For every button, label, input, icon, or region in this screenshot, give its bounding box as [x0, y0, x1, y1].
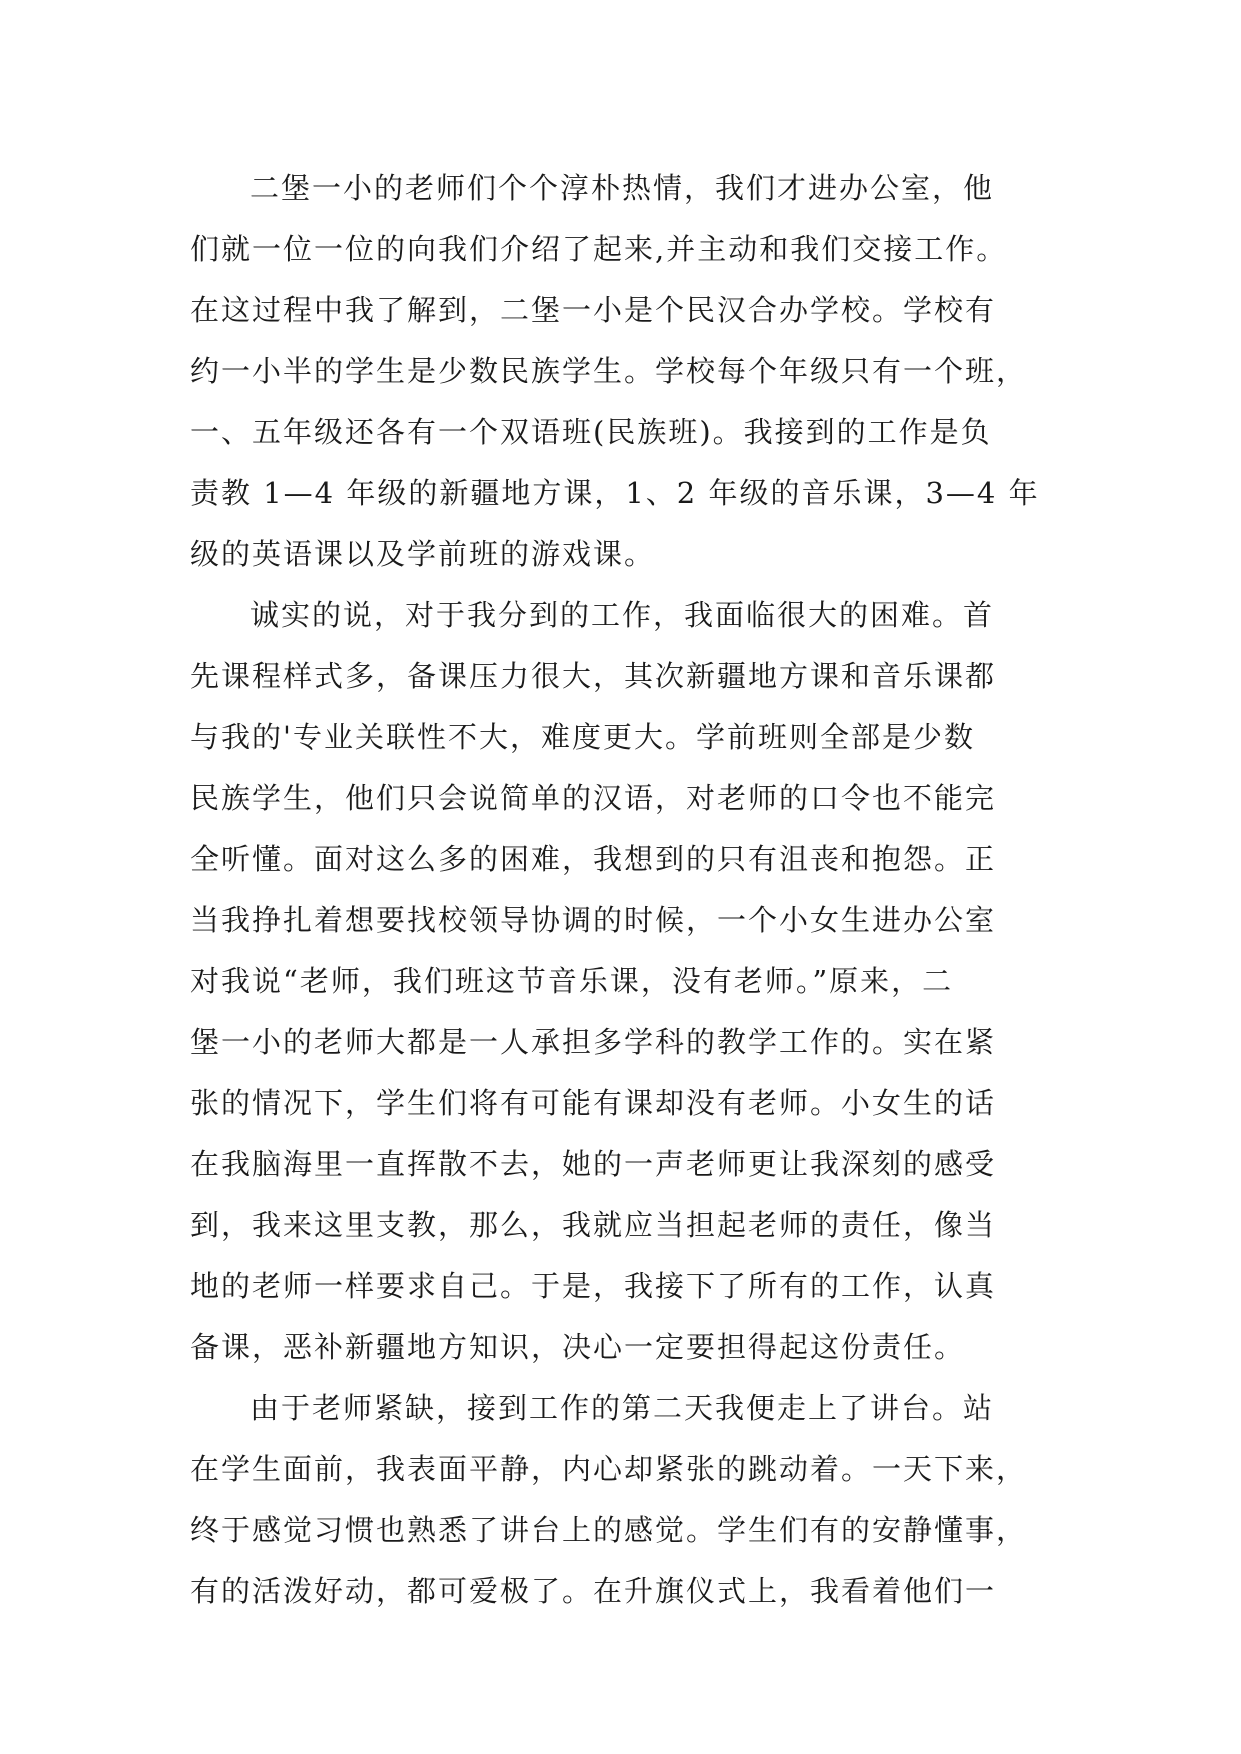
text-line: 在这过程中我了解到，二堡一小是个民汉合办学校。学校有: [190, 293, 997, 327]
text-line: 在我脑海里一直挥散不去，她的一声老师更让我深刻的感受: [190, 1147, 997, 1181]
text-line: 责教 1—4 年级的新疆地方课，1、2 年级的音乐课，3—4 年: [190, 476, 1040, 510]
text-line: 当我挣扎着想要找校领导协调的时候，一个小女生进办公室: [190, 903, 997, 937]
text-line: 由于老师紧缺，接到工作的第二天我便走上了讲台。站: [250, 1391, 995, 1425]
text-line: 有的活泼好动，都可爱极了。在升旗仪式上，我看着他们一: [190, 1574, 997, 1608]
text-line: 一、五年级还各有一个双语班(民族班)。我接到的工作是负: [190, 415, 992, 449]
text-line: 们就一位一位的向我们介绍了起来,并主动和我们交接工作。: [190, 232, 1008, 266]
text-line: 级的英语课以及学前班的游戏课。: [190, 537, 656, 571]
text-line: 与我的'专业关联性不大，难度更大。学前班则全部是少数: [190, 720, 975, 754]
paragraph: [190, 1378, 1070, 1622]
paragraph: [190, 585, 1070, 1378]
text-line: 备课，恶补新疆地方知识，决心一定要担得起这份责任。: [190, 1330, 966, 1364]
text-line: 二堡一小的老师们个个淳朴热情，我们才进办公室，他: [250, 171, 995, 205]
text-line: 先课程样式多，备课压力很大，其次新疆地方课和音乐课都: [190, 659, 997, 693]
text-line: 约一小半的学生是少数民族学生。学校每个年级只有一个班，: [190, 354, 1028, 388]
text-line: 在学生面前，我表面平静，内心却紧张的跳动着。一天下来，: [190, 1452, 1028, 1486]
text-line: 堡一小的老师大都是一人承担多学科的教学工作的。实在紧: [190, 1025, 997, 1059]
text-line: 民族学生，他们只会说简单的汉语，对老师的口令也不能完: [190, 781, 997, 815]
text-line: 全听懂。面对这么多的困难，我想到的只有沮丧和抱怨。正: [190, 842, 997, 876]
text-line: 终于感觉习惯也熟悉了讲台上的感觉。学生们有的安静懂事，: [190, 1513, 1028, 1547]
document-body: [190, 158, 1070, 1622]
text-line: 张的情况下，学生们将有可能有课却没有老师。小女生的话: [190, 1086, 997, 1120]
text-line: 到，我来这里支教，那么，我就应当担起老师的责任，像当: [190, 1208, 997, 1242]
text-line: 对我说“老师，我们班这节音乐课，没有老师。”原来，二: [190, 964, 954, 998]
text-line: 诚实的说，对于我分到的工作，我面临很大的困难。首: [250, 598, 995, 632]
paragraph: [190, 158, 1070, 585]
text-line: 地的老师一样要求自己。于是，我接下了所有的工作，认真: [190, 1269, 997, 1303]
